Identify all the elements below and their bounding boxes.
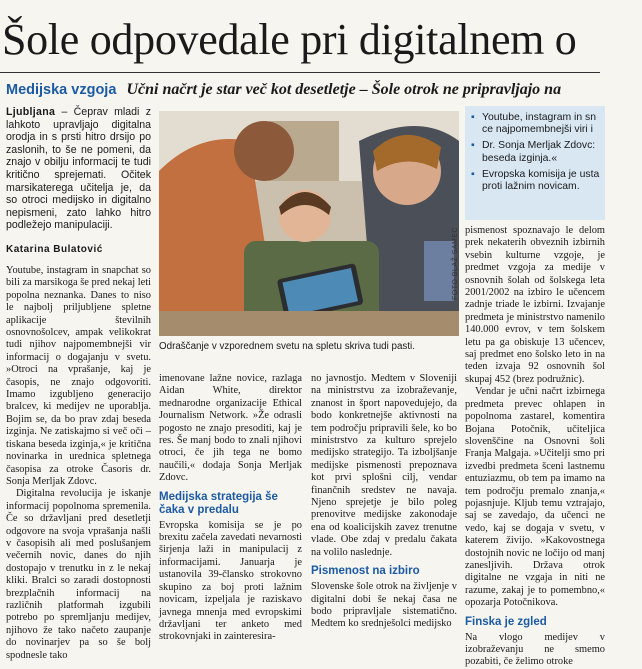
rubric-kicker: Medijska vzgoja <box>6 82 117 98</box>
body-paragraph: Slovenske šole otrok na življenje v digitalni dobi še nekaj časa ne bodo pripravljale sistematično. Medtem ko srednješolci medijsko <box>311 581 457 630</box>
subhead-finland: Finska je zgled <box>465 615 547 628</box>
subhead-media-strategy: Medijska strategija še čaka v predalu <box>159 490 278 516</box>
summary-item: ▪ Evropska komisija je usta proti lažnim novicam. <box>471 169 603 193</box>
photo-illustration <box>159 111 459 336</box>
body-column-3 <box>311 373 457 631</box>
summary-item: ▪ Dr. Sonja Merljak Zdovc: beseda izginja.« <box>471 140 603 164</box>
body-paragraph: Vendar je učni načrt izbirnega predmeta prevec ohlapen in popolnoma zastarel, komentira Bojana Potočnik, učiteljica slovenščine na Osnovni šoli Franja Malgaja. »Učitelji smo pri izvedbi predmeta šceni lastnemu entuziazmu, ob tem pa imamo na tem področju premalo znanja,« pojasnjuje. Kljub temu vztrajajo, saj se zavedajo, da učenci ne vedo, kaj se dogaja v svetu, v katerem živijo. »Kakovostnega dostojnih novic ne ločijo od manj zanesljivih. Država otrok digitalne ne vzgaja in niti ne razume, zakaj je to pomembno,« opozarja Potočnikova. <box>465 386 605 609</box>
summary-item: ▪ Youtube, instagram in sn ce najpomembnejši viri i <box>471 112 603 136</box>
lead-paragraph <box>6 106 151 232</box>
body-paragraph: Evropska komisija se je po brexitu začela zavedati nevarnosti širjenja laži in manipulacij z informacijami. Januarja je ustanovila 39-člansko strokovno skupino za boj proti lažnim novicam, izpeljala je raziskavo javnega mnenja med evropskimi državljani ter anketo med strokovnjaki in zainteresira- <box>159 519 302 643</box>
lead-place: Ljubljana <box>6 106 56 118</box>
summary-box <box>465 106 605 220</box>
body-paragraph: Youtube, instagram in snapchat so bili za marsikoga še pred nekaj leti popolna neznanka. Danes to niso le najbolj priljubljene spletne aplikacije številnih osnovnošolcev, ampak velikokrat tudi njihov najpomembnejši vir informacij o dogajanju v svetu. »Otroci na vprašanje, kaj je časopis, ne znajo odgovoriti. Imamo izgubljeno generacijo bralcev, ki medijev ne uporablja. Bojim se, da bo prav zdaj beseda izginja. Ne zatiskajmo si več oči – tiskana beseda izginja,« je kritična novinarka in urednica spletnega časopisa za otroke Časoris dr. Sonja Merljak Zdovc. <box>6 265 151 487</box>
body-paragraph: pismenost spoznavajo le delom prek nekaterih obveznih izbirnih vsebin kulturne vzgoje, je predmet vzgoja za medije v osnovnih šolah od šolskega leta 2001/2002 na izbiro le učencem zadnje triade le izbirni. Izvajanje predmeta je ministrstvo namenilo 140.000 evrov, v tem šolskem letu pa ga obiskuje 13 učencev, saj predmet eno šolsko leto in na teden izvaja 92 osnovnih šol skupaj 452 (brez podružnic). <box>465 225 605 385</box>
body-column-2 <box>159 373 302 644</box>
body-paragraph: Digitalna revolucija je iskanje informacij popolnoma spremenila. Če so državljani pred desetletji odgovore na svoja vprašanja našli v časopisih ali med poslušanjem večernih novic, danes do njih dostopajo v trenutku in z le nekaj kliki. Bralci so zaradi dostopnosti brezplačnih informacij na različnih platformah izgubili potrebo po spremljanju medijev, njihovo že tako načeto zaupanje do novinarjev pa so še bolj spodnesle tako <box>6 488 151 661</box>
lead-text: – Čeprav mladi z lahkoto upravljajo digitalna orodja in s prsti hitro drsijo po zaslonih, to še ne pomeni, da znajo v obilju informacij te tudi kritično sprejemati. Očitek marsikaterega učitelja je, da so otroci medijsko in digitalno nepismeni, zato lahko hitro podležejo manipulaciji. <box>6 106 151 232</box>
rubric <box>6 80 561 100</box>
body-paragraph: imenovane lažne novice, razlaga Aidan White, direktor mednarodne organizacije Ethical Journalism Network. »Že odrasli pogosto ne znajo presoditi, kaj je res. Še manj bodo to znali njihovi otroci, če jih tega ne bomo naučili,« dodaja Sonja Merljak Zdovc. <box>159 373 302 484</box>
photo-caption: Odraščanje v vzporednem svetu na spletu skriva tudi pasti. <box>159 341 415 352</box>
byline: Katarina Bulatović <box>6 244 103 255</box>
headline-rule <box>0 72 600 73</box>
body-column-1 <box>6 265 151 662</box>
photo-credit: FOTO BLAŽ SAMEC <box>452 226 459 300</box>
headline: Šole odpovedale pri digitalnem o <box>2 15 577 64</box>
body-paragraph: Na vlogo medijev v izobraževanju ne smemo pozabiti, če želimo otroke <box>465 631 605 668</box>
subhead-literacy: Pismenost na izbiro <box>311 565 420 578</box>
rubric-deck: Učni načrt je star več kot desetletje – Šole otrok ne pripravljajo na <box>126 81 562 98</box>
body-paragraph: no javnostjo. Medtem v Sloveniji na ministrstvu za izobraževanje, znanost in šport napovedujejo, da bodo konkretnejše aktivnosti na tem področju pripravili šele, ko bo ministrstvo za kulturo sprejelo medijsko strategijo. Ta izboljšanje medijske pismenosti prepoznava kot prvi splošni cilj, vendar finančnih sredstev ne navaja. Njeno sprejetje je bilo poleg prenovitve medijske zakonodaje ena od koalicijskih zavez trenutne vlade. Obe zdaj v predalu čakata na volilo naslednje. <box>311 373 457 558</box>
article-photo <box>159 111 459 336</box>
body-column-4 <box>465 225 605 669</box>
